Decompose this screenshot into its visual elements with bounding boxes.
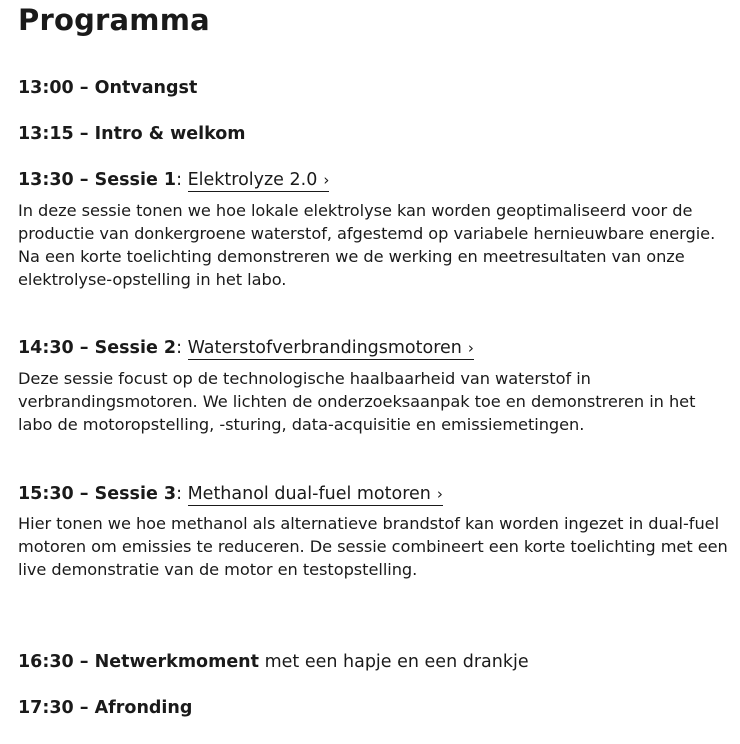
program-item-afronding: [18, 696, 192, 720]
program-item-session-3: [18, 482, 443, 506]
session-3-description: Hier tonen we hoe methanol als alternatieve brandstof kan worden ingezet in dual-fuel motoren om emissies te reduceren. De sessie combineert een korte toelichting met een live demonstratie van de motor en testopstelling.: [18, 514, 728, 579]
session-time-label: 14:30 – Sessie 2: [18, 338, 177, 358]
session-2-description: Deze sessie focust op de technologische haalbaarheid van waterstof in verbrandingsmotoren. We lichten de onderzoeksaanpak toe en demonstreren in het labo de motoropstelling, -sturing, data-acquisitie en emissiemetingen.: [18, 369, 696, 434]
chevron-right-icon: ›: [436, 485, 443, 503]
program-item-session-2: [18, 336, 474, 360]
item-detail: met een hapje en een drankje: [259, 652, 529, 672]
session-1-description: In deze sessie tonen we hoe lokale elektrolyse kan worden geoptimaliseerd voor de productie van donkergroene waterstof, afgestemd op variabele hernieuwbare energie. Na een korte toelichting demonstreren we de werking en meetresultaten van onze elektrolyse-opstelling in het labo.: [18, 201, 716, 289]
session-1-link[interactable]: [188, 170, 330, 192]
item-heading: 17:30 – Afronding: [18, 698, 193, 718]
chevron-right-icon: ›: [467, 339, 474, 357]
item-heading: 13:15 – Intro & welkom: [18, 124, 246, 144]
program-item-networking: [18, 650, 529, 674]
separator: :: [176, 170, 182, 190]
session-link-label: Methanol dual-fuel motoren: [187, 484, 431, 504]
session-link-label: Elektrolyze 2.0: [187, 170, 318, 190]
program-item-ontvangst: [18, 76, 197, 100]
page-title: Programma: [18, 3, 210, 37]
session-2-link[interactable]: [188, 338, 474, 360]
session-time-label: 13:30 – Sessie 1: [18, 170, 177, 190]
item-heading: 13:00 – Ontvangst: [18, 78, 198, 98]
program-item-intro: [18, 122, 246, 146]
session-time-label: 15:30 – Sessie 3: [18, 484, 177, 504]
item-heading: 16:30 – Netwerkmoment: [18, 652, 260, 672]
separator: :: [176, 484, 182, 504]
chevron-right-icon: ›: [323, 171, 330, 189]
program-item-session-1: [18, 168, 329, 192]
session-3-link[interactable]: [188, 484, 443, 506]
separator: :: [176, 338, 182, 358]
session-link-label: Waterstofverbrandingsmotoren: [187, 338, 462, 358]
